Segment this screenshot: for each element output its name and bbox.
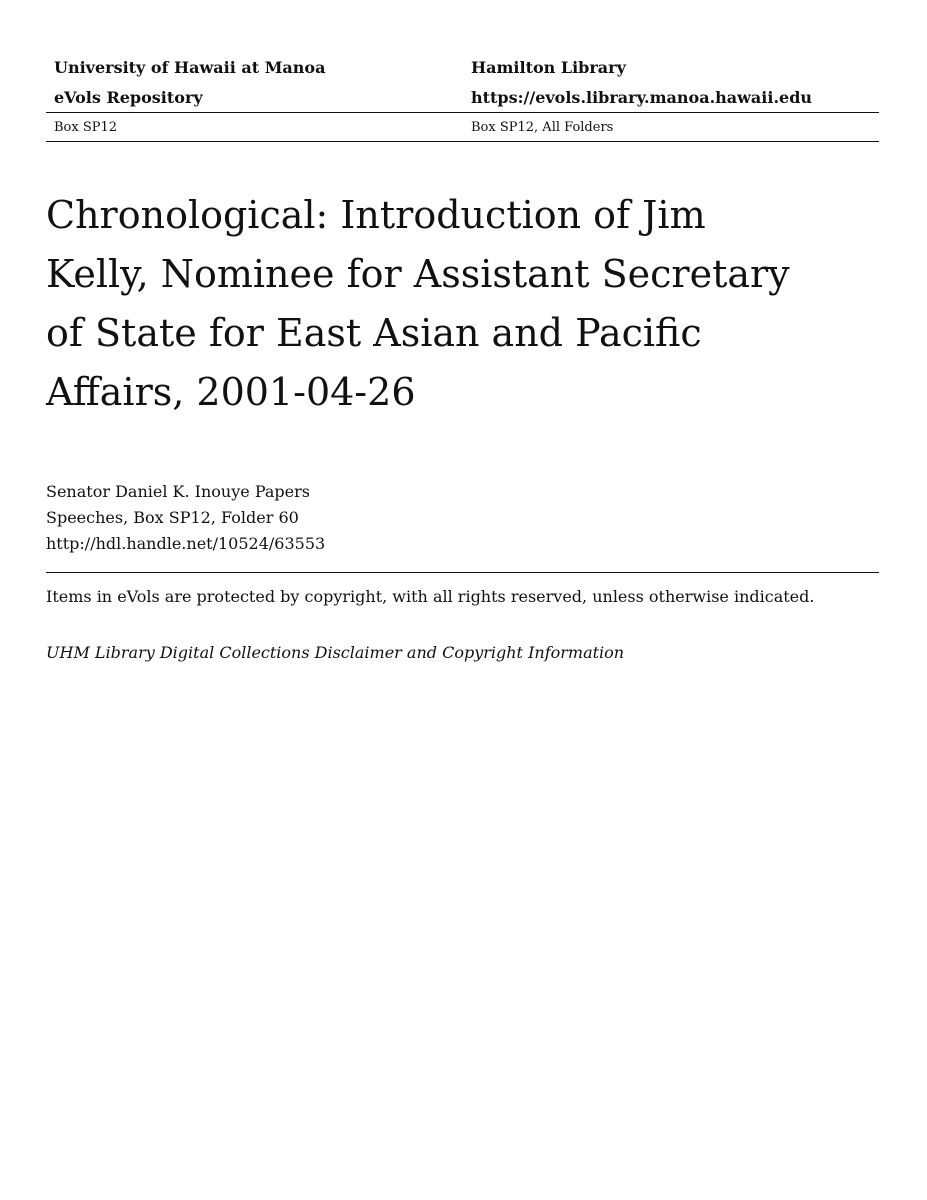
- box-row: [46, 113, 879, 141]
- copyright-notice: Items in eVols are protected by copyright, with all rights reserved, unless otherwise indicated.: [46, 587, 815, 606]
- repository-url[interactable]: https://evols.library.manoa.hawaii.edu: [471, 87, 813, 107]
- library-name: Hamilton Library: [471, 57, 626, 77]
- box-label: Box SP12: [54, 119, 118, 135]
- collection-name: Senator Daniel K. Inouye Papers: [46, 482, 310, 501]
- header-row-1: [46, 52, 879, 82]
- handle-link[interactable]: http://hdl.handle.net/10524/63553: [46, 534, 326, 553]
- document-header: [46, 52, 879, 142]
- header-row-2: [46, 82, 879, 112]
- folder-location: Speeches, Box SP12, Folder 60: [46, 508, 299, 527]
- institution-name: University of Hawaii at Manoa: [54, 57, 326, 77]
- document-title: Chronological: Introduction of Jim Kelly, Nominee for Assistant Secretary of State for East Asian and Pacific Affairs, 2001-04-26: [46, 193, 790, 414]
- disclaimer-link[interactable]: UHM Library Digital Collections Disclaimer and Copyright Information: [46, 643, 625, 662]
- header-bottom-divider: [46, 141, 879, 142]
- document-metadata: [46, 479, 325, 557]
- repository-name: eVols Repository: [54, 87, 203, 107]
- footer-divider: [46, 572, 879, 573]
- box-folders-label: Box SP12, All Folders: [471, 119, 614, 135]
